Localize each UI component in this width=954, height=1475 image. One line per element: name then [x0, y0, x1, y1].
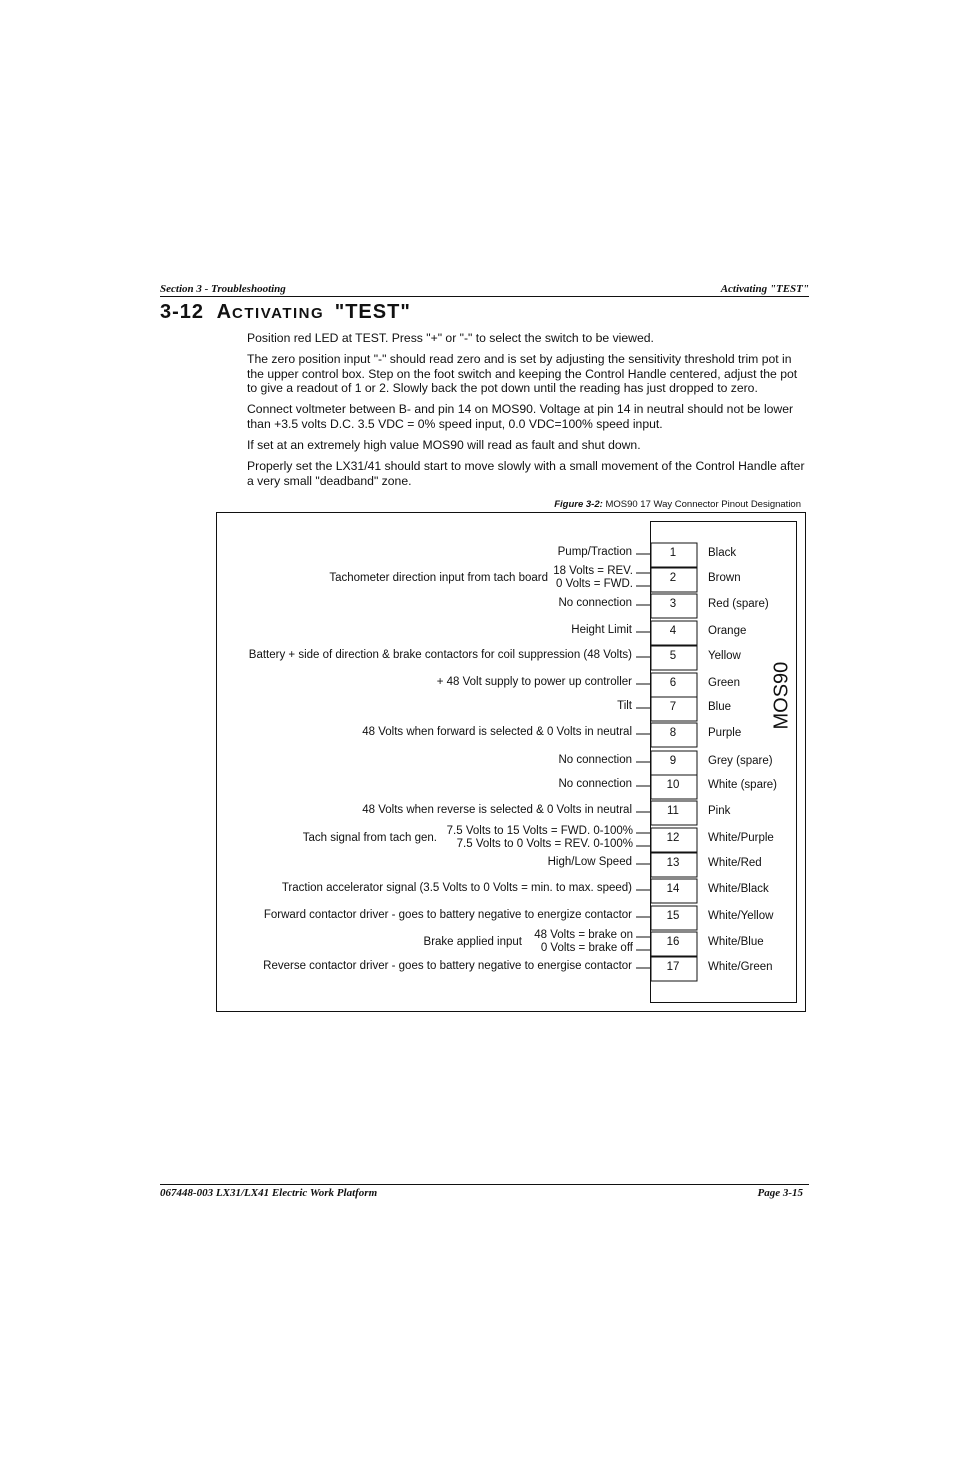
pin-number: 10 [666, 779, 680, 791]
pin-number: 5 [669, 650, 677, 662]
footer-rule [160, 1184, 809, 1185]
wire-color: Brown [708, 572, 741, 584]
footer-page: Page 3-15 [757, 1187, 803, 1199]
wire-color: Yellow [708, 650, 741, 662]
pin-desc: Forward contactor driver - goes to battery negative to energize contactor [263, 909, 632, 921]
pin-number: 16 [666, 936, 680, 948]
pin-desc: + 48 Volt supply to power up controller [436, 676, 632, 688]
pin-number: 3 [669, 598, 677, 610]
pin-desc-2: 7.5 Volts to 0 Volts = REV. 0-100% [456, 838, 633, 850]
wire-color: Black [708, 547, 737, 559]
pin-side-label: Tachometer direction input from tach board [329, 572, 548, 584]
wire-color: Blue [708, 701, 732, 713]
pin-number: 2 [669, 572, 677, 584]
pin-desc: Pump/Traction [557, 546, 632, 558]
pin-desc: 48 Volts when reverse is selected & 0 Volts in neutral [362, 804, 632, 816]
pin-number: 6 [669, 677, 677, 689]
paragraph: Connect voltmeter between B- and pin 14 on MOS90. Voltage at pin 14 in neutral should not be lower than +3.5 volts D.C. 3.5 VDC = 0% speed input, 0.0 VDC=100% speed input. [247, 402, 794, 431]
wire-color: Pink [708, 805, 731, 817]
pin-desc: Height Limit [571, 624, 632, 636]
pin-number: 9 [669, 755, 677, 767]
pin-number: 1 [669, 547, 677, 559]
figure-caption-label: Figure 3-2: [554, 499, 603, 510]
pin-desc: High/Low Speed [547, 856, 632, 868]
wire-color: White/Purple [708, 832, 774, 844]
pin-number: 13 [666, 857, 680, 869]
paragraph: The zero position input "-" should read zero and is set by adjusting the sensitivity threshold trim pot in the upper control box. Step on the foot switch and keeping the Control Handle centered, adjust the pot to give a readout of 1 or 2. Slowly back the pot down until the reading has just dropped to zero. [247, 352, 798, 396]
pin-desc: 18 Volts = REV. [553, 565, 633, 577]
pin-desc: Traction accelerator signal (3.5 Volts to 0 Volts = min. to max. speed) [281, 882, 632, 894]
pin-desc-2: 0 Volts = brake off [540, 942, 633, 954]
pin-desc: No connection [558, 754, 632, 766]
pin-number: 4 [669, 625, 677, 637]
footer-doc: 067448-003 LX31/LX41 Electric Work Platform [160, 1187, 378, 1199]
paragraph: Position red LED at TEST. Press "+" or "-" to select the switch to be viewed. [247, 331, 654, 345]
header-topic: Activating "TEST" [720, 283, 809, 295]
wire-color: White/Black [708, 883, 769, 895]
title-number: 3-12 [160, 301, 205, 323]
title-tail: "TEST" [334, 301, 411, 323]
figure-caption-text: MOS90 17 Way Connector Pinout Designation [605, 499, 801, 510]
pin-number: 8 [669, 727, 677, 739]
pin-side-label: Brake applied input [423, 936, 522, 948]
pin-desc: 7.5 Volts to 15 Volts = FWD. 0-100% [446, 825, 633, 837]
pin-desc: Reverse contactor driver - goes to battery negative to energise contactor [263, 960, 632, 972]
wire-color: White/Yellow [708, 910, 774, 922]
pin-number: 12 [666, 832, 680, 844]
wire-color: Purple [708, 727, 742, 739]
wire-color: White (spare) [708, 779, 778, 791]
pin-desc-2: 0 Volts = FWD. [555, 578, 633, 590]
pin-desc: Battery + side of direction & brake contactors for coil suppression (48 Volts) [248, 649, 632, 661]
pin-desc: No connection [558, 778, 632, 790]
paragraph: If set at an extremely high value MOS90 will read as fault and shut down. [247, 438, 641, 453]
pin-number: 14 [666, 883, 680, 895]
title-smallcaps: CTIVATING [232, 305, 325, 322]
pin-desc: Tilt [617, 700, 632, 712]
pin-number: 11 [667, 805, 679, 817]
wire-color: Green [708, 677, 740, 689]
pin-number: 7 [669, 701, 677, 713]
wire-color: Orange [708, 625, 747, 637]
pin-desc: 48 Volts when forward is selected & 0 Volts in neutral [362, 726, 632, 738]
pin-number: 17 [666, 961, 680, 973]
wire-color: White/Blue [708, 936, 764, 948]
pin-desc: No connection [558, 597, 632, 609]
wire-color: Red (spare) [708, 598, 769, 610]
wire-color: White/Green [708, 961, 773, 973]
header-section: Section 3 - Troubleshooting [160, 283, 286, 295]
connector-name: MOS90 [770, 661, 793, 730]
pin-number: 15 [666, 910, 680, 922]
paragraph: Properly set the LX31/41 should start to move slowly with a small movement of the Control Handle after a very small "deadband" zone. [247, 459, 805, 488]
wire-color: White/Red [708, 857, 762, 869]
wire-color: Grey (spare) [708, 755, 773, 767]
pin-side-label: Tach signal from tach gen. [302, 832, 437, 844]
title-cap: A [216, 301, 233, 323]
pin-desc: 48 Volts = brake on [534, 929, 633, 941]
